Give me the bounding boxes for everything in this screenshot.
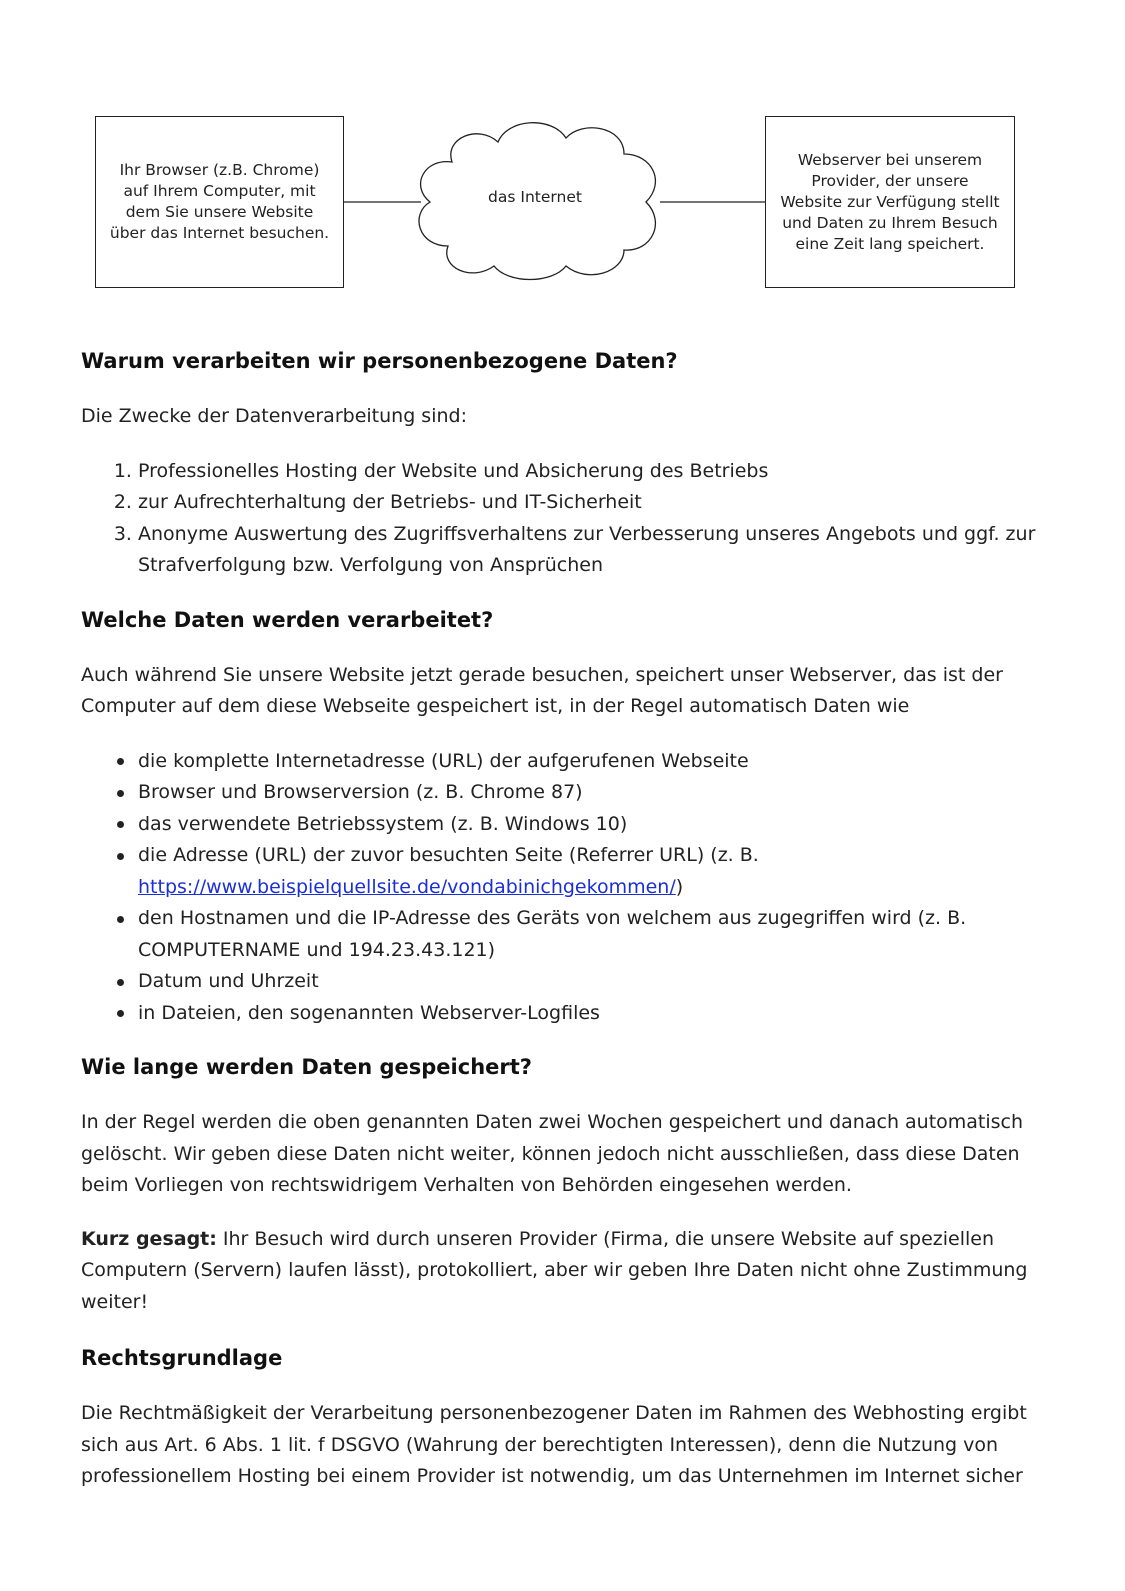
purpose-item: 3. Anonyme Auswertung des Zugriffsverhaltens zur Verbesserung unseres Angebots und ggf. zur Strafverfolgung bzw. Verfolgung von Ansprüchen bbox=[138, 519, 1061, 582]
summary-paragraph bbox=[81, 1224, 1061, 1319]
hosting-diagram bbox=[0, 0, 1125, 300]
legal-paragraph: Die Rechtmäßigkeit der Verarbeitung personenbezogener Daten im Rahmen des Webhosting ergibt sich aus Art. 6 Abs. 1 lit. f DSGVO (Wahrung der berechtigten Interessen), denn die Nutzung von professionellem Hosting bei einem Provider ist notwendig, um das Unternehmen im Internet sicher bbox=[81, 1402, 1027, 1487]
webserver-box-text: Webserver bei unserem Provider, der unsere Website zur Verfügung stellt und Daten zu Ihrem Besuch eine Zeit lang speichert. bbox=[780, 150, 1000, 253]
heading-legal: Rechtsgrundlage bbox=[81, 1346, 283, 1370]
heading-purpose: Warum verarbeiten wir personenbezogene Daten? bbox=[81, 349, 678, 373]
data-item: das verwendete Betriebssystem (z. B. Windows 10) bbox=[138, 809, 1061, 841]
summary-label: Kurz gesagt: bbox=[81, 1227, 217, 1250]
purpose-intro: Die Zwecke der Datenverarbeitung sind: bbox=[81, 405, 467, 427]
heading-storage: Wie lange werden Daten gespeichert? bbox=[81, 1055, 532, 1079]
data-item-referrer bbox=[138, 840, 1061, 903]
data-intro: Auch während Sie unsere Website jetzt gerade besuchen, speichert unser Webserver, das ist der Computer auf dem diese Webseite gespeichert ist, in der Regel automatisch Daten wie bbox=[81, 663, 1003, 717]
data-item: die komplette Internetadresse (URL) der aufgerufenen Webseite bbox=[138, 746, 1061, 778]
document-body bbox=[81, 346, 1061, 1493]
data-list bbox=[81, 746, 1061, 1030]
data-item: Browser und Browserversion (z. B. Chrome 87) bbox=[138, 777, 1061, 809]
browser-box bbox=[95, 116, 344, 288]
referrer-text: die Adresse (URL) der zuvor besuchten Seite (Referrer URL) (z. B. bbox=[138, 844, 759, 866]
data-item: den Hostnamen und die IP-Adresse des Geräts von welchem aus zugegriffen wird (z. B. COMPUTERNAME und 194.23.43.121) bbox=[138, 903, 1061, 966]
heading-data: Welche Daten werden verarbeitet? bbox=[81, 607, 494, 632]
referrer-link[interactable]: https://www.beispielquellsite.de/vondabinichgekommen/ bbox=[138, 875, 676, 898]
purpose-item: 1. Professionelles Hosting der Website und Absicherung des Betriebs bbox=[138, 456, 1061, 488]
internet-cloud-label: das Internet bbox=[488, 188, 582, 206]
purpose-item: 2. zur Aufrechterhaltung der Betriebs- und IT-Sicherheit bbox=[138, 487, 1061, 519]
browser-box-text: Ihr Browser (z.B. Chrome) auf Ihrem Computer, mit dem Sie unsere Website über das Internet besuchen. bbox=[109, 161, 330, 242]
summary-text: Ihr Besuch wird durch unseren Provider (Firma, die unsere Website auf speziellen Computern (Servern) laufen lässt), protokolliert, aber wir geben Ihre Daten nicht ohne Zustimmung weiter! bbox=[81, 1227, 1028, 1313]
referrer-close: ) bbox=[675, 875, 684, 898]
storage-paragraph: In der Regel werden die oben genannten Daten zwei Wochen gespeichert und danach automatisch gelöscht. Wir geben diese Daten nicht weiter, können jedoch nicht ausschließen, dass diese Daten beim Vorliegen von rechtswidrigem Verhalten von Behörden eingesehen werden. bbox=[81, 1111, 1024, 1196]
data-item: Datum und Uhrzeit bbox=[138, 966, 1061, 998]
data-item: in Dateien, den sogenannten Webserver-Logfiles bbox=[138, 998, 1061, 1030]
purpose-list bbox=[81, 456, 1061, 582]
webserver-box bbox=[765, 116, 1015, 288]
